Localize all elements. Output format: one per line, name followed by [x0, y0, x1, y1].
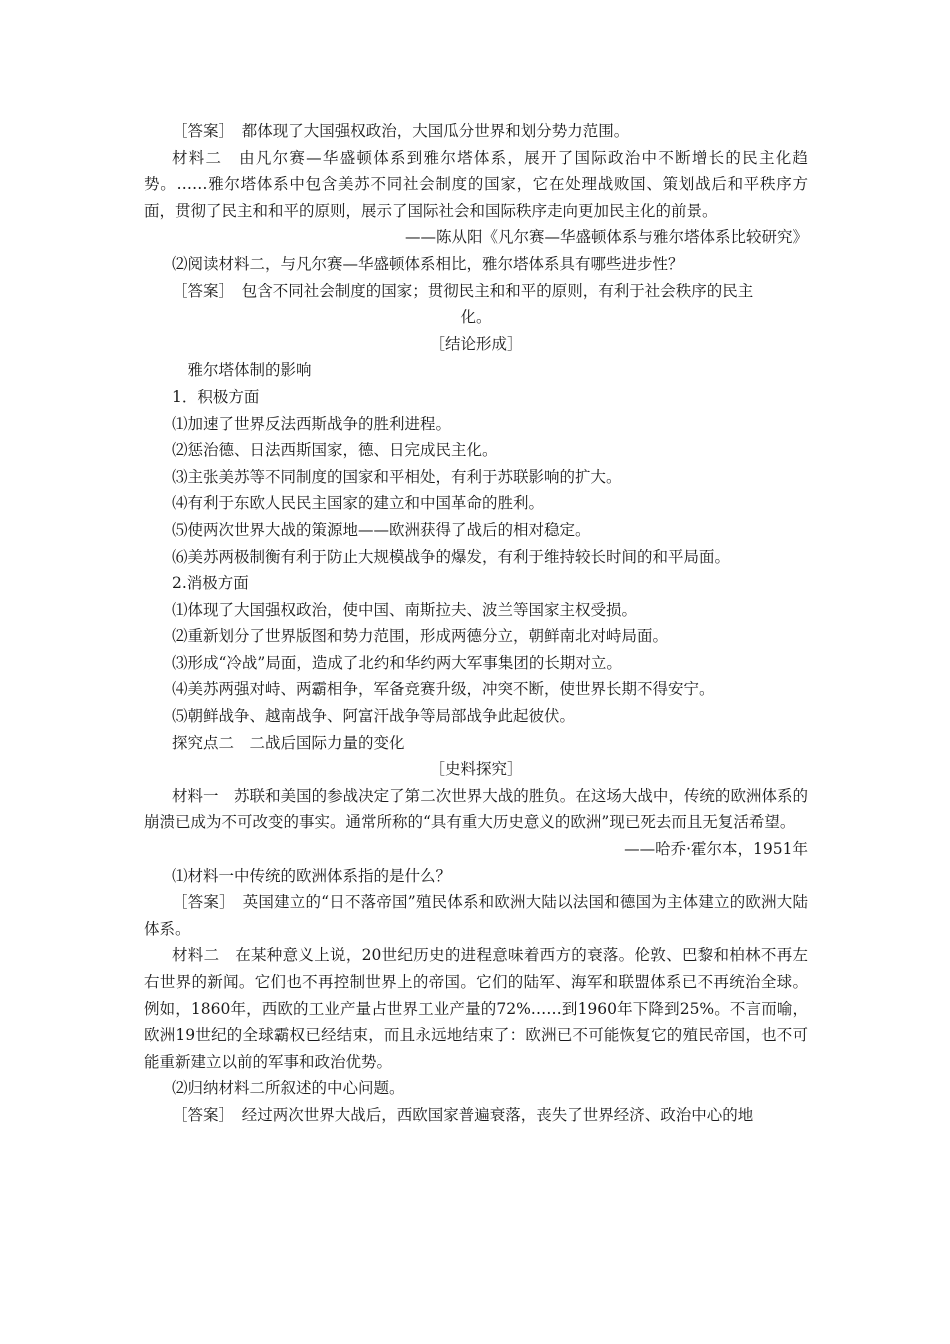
doc-line: ⑴材料一中传统的欧洲体系指的是什么？ — [172, 866, 452, 885]
document-page — [144, 118, 808, 1129]
doc-line: ⑷有利于东欧人民民主国家的建立和中国革命的胜利。 — [172, 494, 545, 513]
doc-line: ［结论形成］ — [429, 334, 523, 353]
doc-line: 探究点二 二战后国际力量的变化 — [172, 733, 405, 752]
doc-line: ——陈从阳《凡尔赛—华盛顿体系与雅尔塔体系比较研究》 — [404, 228, 808, 247]
doc-line: ⑴体现了大国强权政治，使中国、南斯拉夫、波兰等国家主权受损。 — [172, 600, 638, 619]
doc-line: ［答案］ 英国建立的“日不落帝国”殖民体系和欧洲大陆以法国和德国为主体建立的欧洲大陆体系。 — [144, 893, 808, 938]
doc-line: 材料二 在某种意义上说，20世纪历史的进程意味着西方的衰落。伦敦、巴黎和柏林不再左右世界的新闻。它们也不再控制世界上的帝国。它们的陆军、海军和联盟体系已不再统治全球。例如，1860年，西欧的工业产量占世界工业产量的72%……到1960年下降到25%。不言而喻，欧洲19世纪的全球霸权已经结束，而且永远地结束了：欧洲已不可能恢复它的殖民帝国，也不可能重新建立以前的军事和政治优势。 — [144, 946, 808, 1071]
doc-line: ⑶主张美苏等不同制度的国家和平相处，有利于苏联影响的扩大。 — [172, 467, 622, 486]
doc-line: 1．积极方面 — [172, 387, 260, 406]
doc-line: ——哈乔·霍尔本，1951年 — [624, 840, 808, 859]
doc-line: ⑴加速了世界反法西斯战争的胜利进程。 — [172, 414, 452, 433]
doc-line: ⑹美苏两极制衡有利于防止大规模战争的爆发，有利于维持较长时间的和平局面。 — [172, 547, 731, 566]
doc-line: 雅尔塔体制的影响 — [172, 361, 312, 380]
doc-line: ［史料探究］ — [429, 760, 523, 779]
doc-line: ⑶形成“冷战”局面，造成了北约和华约两大军事集团的长期对立。 — [172, 653, 622, 672]
doc-line: 2.消极方面 — [172, 574, 249, 593]
doc-line: ⑸使两次世界大战的策源地——欧洲获得了战后的相对稳定。 — [172, 520, 591, 539]
doc-line: 化。 — [460, 308, 492, 327]
doc-line: ⑵重新划分了世界版图和势力范围，形成两德分立，朝鲜南北对峙局面。 — [172, 627, 669, 646]
doc-line: ［答案］ 都体现了大国强权政治，大国瓜分世界和划分势力范围。 — [172, 122, 630, 140]
doc-line: ⑷美苏两强对峙、两霸相争，军备竞赛升级，冲突不断，使世界长期不得安宁。 — [172, 680, 715, 699]
doc-line: ［答案］ 经过两次世界大战后，西欧国家普遍衰落，丧失了世界经济、政治中心的地 — [172, 1105, 754, 1124]
doc-line: 材料一 苏联和美国的参战决定了第二次世界大战的胜负。在这场大战中，传统的欧洲体系的崩溃已成为不可改变的事实。通常所称的“具有重大历史意义的欧洲”现已死去而且无复活希望。 — [144, 786, 808, 832]
doc-line: ⑵归纳材料二所叙述的中心问题。 — [172, 1079, 405, 1098]
doc-line: ⑵惩治德、日法西斯国家，德、日完成民主化。 — [172, 441, 498, 460]
doc-line: ⑵阅读材料二，与凡尔赛—华盛顿体系相比，雅尔塔体系具有哪些进步性？ — [172, 254, 684, 273]
doc-line: ［答案］ 包含不同社会制度的国家；贯彻民主和和平的原则，有利于社会秩序的民主 — [172, 281, 754, 300]
doc-line: 材料二 由凡尔赛—华盛顿体系到雅尔塔体系，展开了国际政治中不断增长的民主化趋势。……雅尔塔体系中包含美苏不同社会制度的国家，它在处理战败国、策划战后和平秩序方面，贯彻了民主和和平的原则，展示了国际社会和国际秩序走向更加民主化的前景。 — [144, 148, 808, 220]
doc-line: ⑸朝鲜战争、越南战争、阿富汗战争等局部战争此起彼伏。 — [172, 707, 576, 726]
